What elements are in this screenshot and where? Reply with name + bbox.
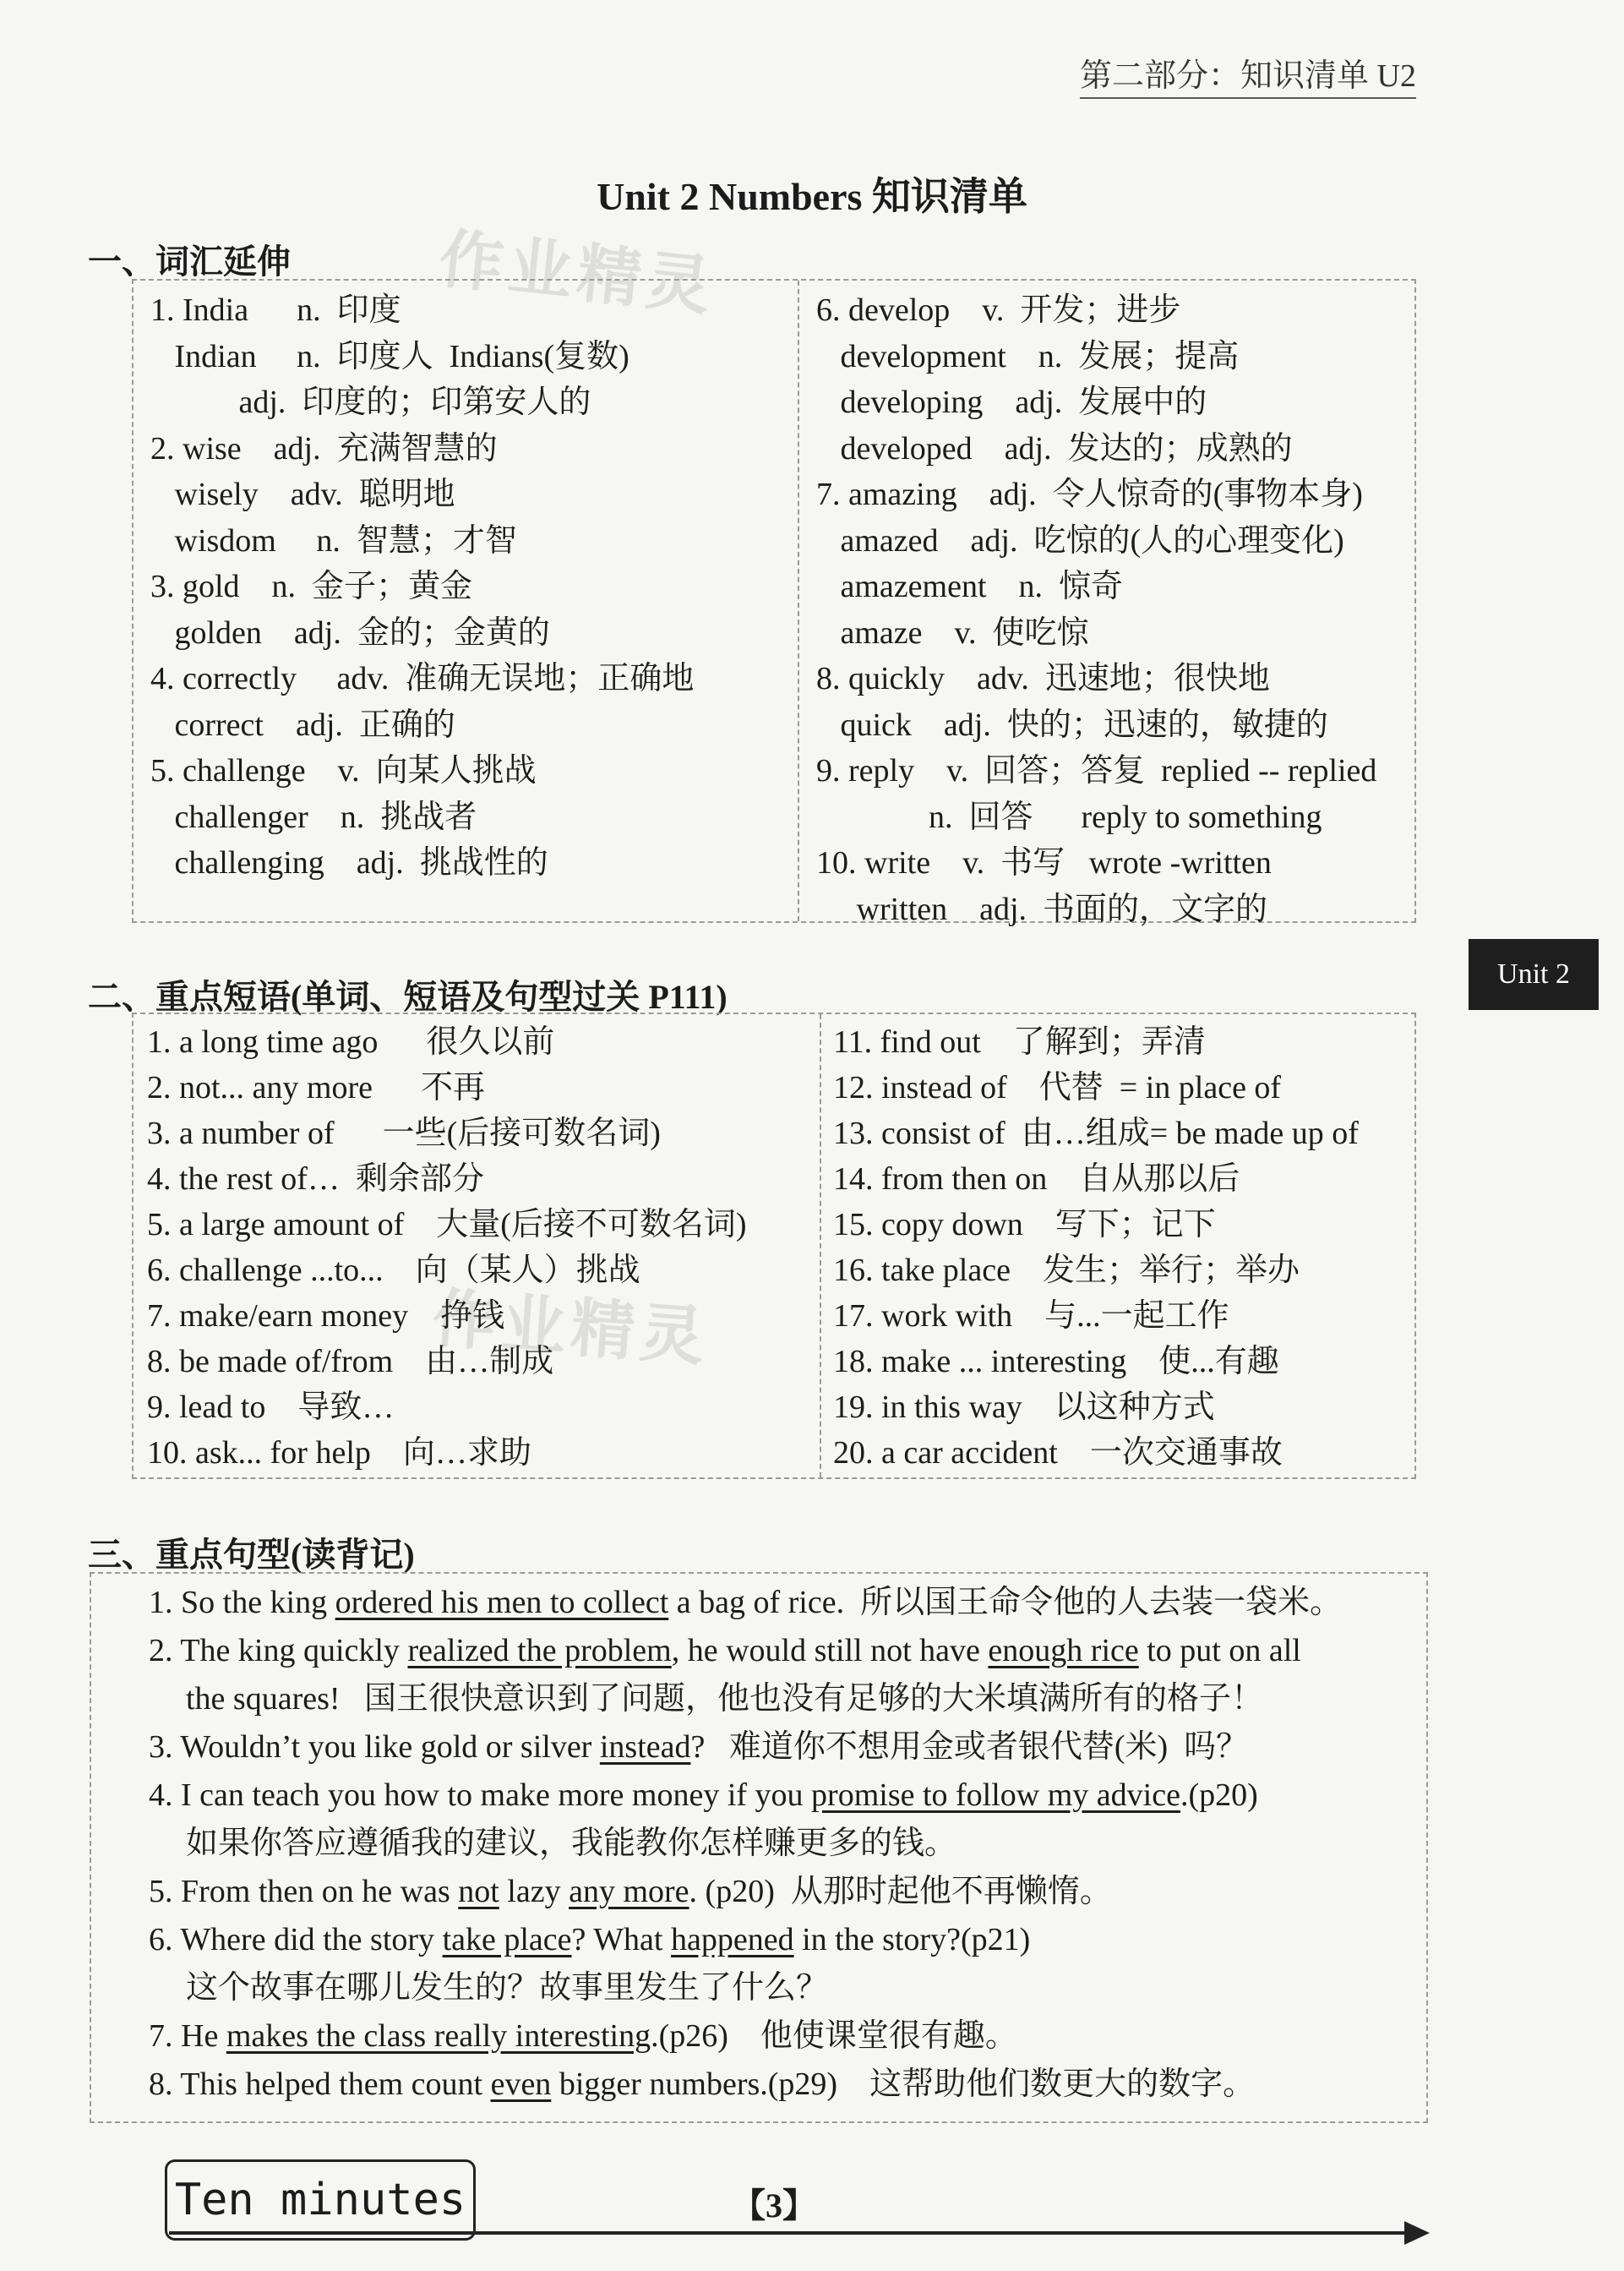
- sentence-text: , he would still not have: [671, 1633, 989, 1668]
- phrase-entry: 10. ask... for help 向…求助: [147, 1435, 531, 1471]
- vocab-entry: written adj. 书面的，文字的: [816, 891, 1268, 927]
- arrow-right-icon: [1404, 2221, 1430, 2245]
- sentence-line: [149, 1579, 1518, 1627]
- vocab-entry: developed adj. 发达的；成熟的: [816, 430, 1293, 467]
- sentence-text: .(p20): [1180, 1777, 1258, 1813]
- phrase-entry: 12. instead of 代替 = in place of: [833, 1070, 1282, 1105]
- sentence-text: .(p26) 他使课堂很有趣。: [651, 2018, 1017, 2054]
- phrase-entry: 18. make ... interesting 使...有趣: [833, 1344, 1279, 1379]
- key-phrase-underlined: take place: [442, 1922, 572, 1957]
- sentence-line: [149, 1916, 1518, 1964]
- key-phrase-underlined: instead: [599, 1729, 691, 1765]
- vocab-entry: adj. 印度的；印第安人的: [150, 385, 591, 420]
- sentence-text: bigger numbers.(p29) 这帮助他们数更大的数字。: [551, 2066, 1256, 2102]
- sentence-line: [149, 2012, 1518, 2061]
- sentence-text: 4. I can teach you how to make more money if you: [149, 1777, 812, 1813]
- vocab-entry: developing adj. 发展中的: [816, 385, 1207, 420]
- vocab-entry: 9. reply v. 回答；答复 replied -- replied: [816, 753, 1377, 789]
- vocab-entry: amaze v. 使吃惊: [816, 614, 1089, 651]
- column-divider: [798, 281, 799, 921]
- watermark: 作业精灵: [429, 1280, 712, 1375]
- unit-side-tab: Unit 2: [1469, 939, 1599, 1010]
- vocab-entry: 5. challenge v. 向某人挑战: [150, 753, 537, 789]
- key-phrase-underlined: any more: [569, 1874, 689, 1909]
- sentence-text: a bag of rice. 所以国王命令他的人去装一袋米。: [668, 1585, 1343, 1620]
- phrase-entry: 7. make/earn money 挣钱: [147, 1298, 505, 1334]
- vocab-entry: wisely adv. 聪明地: [150, 477, 455, 512]
- sentence-text: in the story?(p21): [793, 1922, 1031, 1957]
- vocab-left-column: [150, 287, 694, 887]
- phrase-entry: 16. take place 发生；举行；举办: [833, 1253, 1300, 1288]
- sentence-text: 5. From then on he was: [149, 1874, 459, 1909]
- sentences-box: [90, 1572, 1428, 2123]
- key-phrase-underlined: ordered his men to collect: [335, 1585, 669, 1620]
- phrase-entry: 6. challenge ...to... 向（某人）挑战: [147, 1253, 640, 1288]
- section-heading-sentences: 三、重点句型(读背记): [88, 1536, 415, 1574]
- vocab-entry: amazement n. 惊奇: [816, 569, 1124, 604]
- sentence-text: to put on all: [1138, 1633, 1301, 1668]
- vocab-entry: 2. wise adj. 充满智慧的: [150, 430, 498, 467]
- sentence-line: [149, 1723, 1518, 1771]
- section-heading-vocab: 一、词汇延伸: [88, 243, 291, 281]
- phrase-entry: 9. lead to 导致…: [147, 1389, 395, 1425]
- sentence-text: 这个故事在哪儿发生的？故事里发生了什么？: [186, 1970, 829, 2006]
- vocab-entry: quick adj. 快的；迅速的，敏捷的: [816, 707, 1328, 743]
- vocab-box: [132, 279, 1416, 927]
- sentence-text: 如果你答应遵循我的建议，我能教你怎样赚更多的钱。: [186, 1826, 957, 1861]
- section-heading-phrases: 二、重点短语(单词、短语及句型过关 P111): [88, 978, 728, 1016]
- vocab-entry: Indian n. 印度人 Indians(复数): [150, 338, 629, 374]
- vocab-entry: n. 回答 reply to something: [816, 799, 1322, 835]
- sentence-text: 3. Wouldn’t you like gold or silver: [149, 1729, 600, 1765]
- sentence-text: 8. This helped them count: [149, 2066, 491, 2102]
- sentence-line: [149, 1675, 1518, 1723]
- watermark: 作业精灵: [435, 221, 720, 325]
- phrase-entry: 4. the rest of… 剩余部分: [147, 1161, 484, 1197]
- column-divider: [820, 1014, 821, 1477]
- vocab-entry: challenging adj. 挑战性的: [150, 845, 548, 881]
- vocab-entry: wisdom n. 智慧；才智: [150, 522, 517, 559]
- vocab-entry: 7. amazing adj. 令人惊奇的(事物本身): [816, 477, 1363, 512]
- sentence-line: [149, 2061, 1518, 2109]
- phrase-entry: 3. a number of 一些(后接可数名词): [147, 1116, 661, 1151]
- sentence-text: 6. Where did the story: [149, 1922, 443, 1957]
- key-phrase-underlined: even: [490, 2066, 552, 2102]
- ten-minutes-box: Ten minutes: [165, 2159, 476, 2241]
- vocab-entry: amazed adj. 吃惊的(人的心理变化): [816, 522, 1344, 559]
- sentence-line: [149, 1771, 1518, 1820]
- vocab-entry: golden adj. 金的；金黄的: [150, 614, 550, 651]
- phrase-entry: 13. consist of 由…组成= be made up of: [833, 1116, 1359, 1151]
- phrase-entry: 19. in this way 以这种方式: [833, 1389, 1215, 1425]
- phrase-entry: 2. not... any more 不再: [147, 1070, 486, 1105]
- sentence-text: lazy: [499, 1874, 569, 1909]
- phrase-entry: 8. be made of/from 由…制成: [147, 1344, 554, 1379]
- key-phrase-underlined: promise to follow my advice: [811, 1777, 1180, 1813]
- sentence-line: [149, 1627, 1518, 1675]
- sentence-line: [149, 1868, 1518, 1916]
- key-phrase-underlined: realized the problem: [407, 1633, 672, 1668]
- vocab-entry: 4. correctly adv. 准确无误地；正确地: [150, 661, 695, 696]
- key-phrase-underlined: makes the class really interesting: [226, 2018, 651, 2054]
- key-phrase-underlined: not: [458, 1874, 499, 1909]
- vocab-entry: correct adj. 正确的: [150, 707, 455, 743]
- vocab-entry: 3. gold n. 金子；黄金: [150, 569, 473, 604]
- page-title: Unit 2 Numbers 知识清单: [597, 175, 1027, 218]
- phrase-entry: 15. copy down 写下；记下: [833, 1207, 1216, 1242]
- sentence-text: the squares! 国王很快意识到了问题，他也没有足够的大米填满所有的格子！: [186, 1681, 1264, 1717]
- sentence-text: 7. He: [149, 2018, 226, 2054]
- sentence-text: . (p20) 从那时起他不再懒惰。: [689, 1874, 1112, 1909]
- phrase-entry: 14. from then on 自从那以后: [833, 1161, 1240, 1197]
- phrase-entry: 11. find out 了解到；弄清: [833, 1024, 1206, 1060]
- page-number: 【3】: [732, 2186, 816, 2225]
- footer-arrow-line: [169, 2231, 1411, 2235]
- phrase-entry: 20. a car accident 一次交通事故: [833, 1435, 1283, 1471]
- sentence-text: 2. The king quickly: [149, 1633, 408, 1668]
- phrase-entry: 1. a long time ago 很久以前: [147, 1024, 555, 1060]
- vocab-entry: development n. 发展；提高: [816, 338, 1240, 374]
- phrases-box: [132, 1013, 1416, 1479]
- sentence-text: 1. So the king: [149, 1585, 335, 1620]
- sentence-text: ? What: [571, 1922, 671, 1957]
- phrases-right-column: [833, 1019, 1359, 1476]
- section-label: 第二部分：知识清单 U2: [1080, 49, 1416, 99]
- phrase-entry: 17. work with 与...一起工作: [833, 1298, 1229, 1334]
- sentence-line: [149, 1964, 1518, 2012]
- vocab-entry: 8. quickly adv. 迅速地；很快地: [816, 661, 1270, 696]
- key-phrase-underlined: enough rice: [988, 1633, 1139, 1668]
- vocab-entry: 6. develop v. 开发；进步: [816, 292, 1181, 328]
- vocab-entry: 10. write v. 书写 wrote -written: [816, 845, 1272, 881]
- phrase-entry: 5. a large amount of 大量(后接不可数名词): [147, 1207, 747, 1242]
- phrases-left-column: [147, 1019, 747, 1476]
- sentence-line: [149, 1820, 1518, 1868]
- vocab-right-column: [816, 287, 1376, 932]
- vocab-entry: 1. India n. 印度: [150, 292, 401, 328]
- sentence-text: ? 难道你不想用金或者银代替(米) 吗？: [690, 1729, 1249, 1765]
- key-phrase-underlined: happened: [671, 1922, 794, 1957]
- vocab-entry: challenger n. 挑战者: [150, 799, 477, 835]
- sentence-list: [149, 1579, 1518, 2109]
